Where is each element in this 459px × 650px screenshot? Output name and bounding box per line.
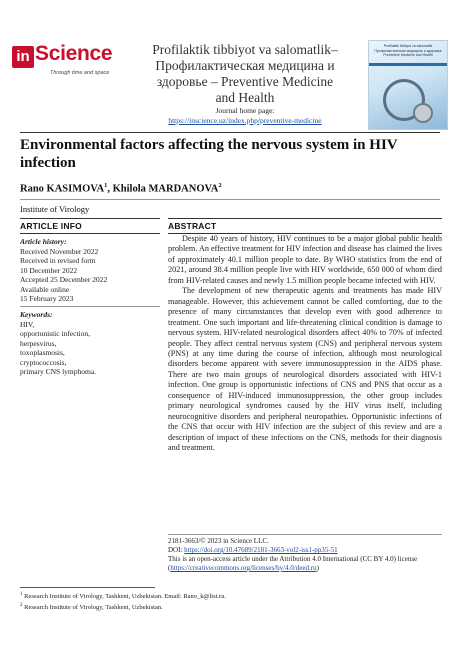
author-name: Rano KASIMOVA — [20, 183, 105, 195]
journal-home-link[interactable]: https://inscience.uz/index.php/preventive-medicine — [168, 116, 322, 125]
authors-divider — [20, 199, 440, 200]
abstract-paragraph: Despite 40 years of history, HIV continues to be a major global public health problem. An effective treatment for HIV infection and disease has claimed the lives of approximately 40.1 million people to date. By WHO statistics from the end of 2021, around 38.4 million people live with HIV worldwide, 650 000 of whom died from HIV-related causes and newly 1.5 million people became infected with HIV. — [168, 234, 442, 285]
keyword: cryptococcosis, — [20, 357, 67, 367]
abstract-heading: ABSTRACT — [168, 221, 217, 231]
history-line: Received November 2022 — [20, 246, 99, 256]
cover-caption: Profilaktik tibbiyot va salomatlik Профилактическая медицина и здоровье Preventive Medicine and Health — [374, 44, 442, 57]
keyword: toxoplasmosis, — [20, 348, 65, 357]
journal-title-line: здоровье – Preventive Medicine — [156, 74, 334, 89]
license-line — [168, 555, 444, 573]
keyword: primary CNS lymphoma. — [20, 367, 97, 376]
header-divider — [20, 132, 440, 133]
article-history-label: Article history: — [20, 237, 67, 246]
history-line: Accepted 25 December 2022 — [20, 275, 108, 284]
logo-science-text: Science — [35, 42, 113, 65]
license-link[interactable]: https://creativecommons.org/licenses/by/4.0/deed.ru — [170, 564, 317, 572]
article-info-heading: ARTICLE INFO — [20, 221, 82, 231]
journal-home — [125, 106, 365, 126]
history-line: 10 December 2022 — [20, 265, 78, 275]
abstract-top-rule — [168, 218, 442, 219]
journal-header — [0, 0, 459, 140]
license-text: This is an open-access article under the Attribution 4.0 International (CC BY 4.0) license ( — [168, 555, 418, 572]
inscience-logo — [12, 40, 117, 80]
journal-title-line: Профилактическая медицина и — [155, 58, 335, 73]
footnote-mark: 1 — [20, 592, 23, 597]
footnote — [20, 590, 226, 601]
keywords-label: Keywords: — [20, 310, 53, 319]
journal-title-line: Profilaktik tibbiyot va salomatlik– — [152, 42, 338, 57]
author-affiliation-mark: 2 — [218, 182, 222, 189]
journal-title — [125, 42, 365, 106]
issn-line: 2181-3663/© 2023 in Science LLC. — [168, 537, 269, 545]
keyword: HIV, — [20, 319, 35, 329]
keywords-divider — [20, 306, 160, 307]
footnote-text: Research Institute of Virology, Tashkent, Uzbekistan. — [22, 604, 163, 612]
footnote-rule — [20, 587, 155, 588]
doi-label: DOI: — [168, 546, 185, 554]
meta-divider — [168, 534, 442, 535]
article-info-bottom-rule — [20, 233, 160, 234]
stethoscope-head-icon — [413, 103, 433, 123]
footnote-text: Research Institute of Virology, Tashkent, Uzbekistan. Email: Rano_k@list.ru. — [22, 593, 227, 601]
institution: Institute of Virology — [20, 204, 90, 214]
history-line: Available online — [20, 284, 70, 294]
author-name: Khilola MARDANOVA — [112, 183, 219, 195]
abstract-paragraph: The development of new therapeutic agents and treatments has made HIV manageable. However, this achievement cannot be called comforting, due to the presence of many circumstances that develop even with good adherence to treatment. One such important and life-threatening clinical condition is damage to nervous system. HIV-related neurological disorders affect 40% to 70% of infected people. They affect central nervous system (CNS) and peripheral nervous system (PNS) at any time during the course of infection, although most neurological disorders become apparent with severe immunosuppression in the AIDS phase. There are two main groups of neurological disorders associated with HIV-1 infection. One group is opportunistic infections of CNS and PNS that occur as a consequence of HIV-induced immunosuppression, the other group includes primary neurological syndromes caused by the HIV virus itself, including neurocognitive disorders and peripheral neuropathies. Opportunistic infections of the CNS that occur with HIV infection are the subject of this review and are a description of impact of these infections on the CNS, methods for their diagnosis and treatment. — [168, 286, 442, 453]
history-line: Received in revised form — [20, 256, 96, 265]
footnotes — [20, 590, 226, 612]
keyword: opportunistic infection, — [20, 329, 90, 338]
journal-cover-image — [368, 40, 448, 130]
license-close: ) — [316, 564, 319, 572]
author-separator: , — [107, 183, 113, 195]
doi-link[interactable]: https://doi.org/10.47689/2181-3663-vol2-iss1-pp35-51 — [184, 546, 338, 554]
article-info-top-rule — [20, 218, 160, 219]
abstract-body — [168, 234, 442, 454]
cover-band — [369, 63, 447, 66]
journal-title-line: and Health — [215, 90, 275, 105]
keywords — [20, 310, 160, 377]
footnote-mark: 2 — [20, 603, 23, 609]
journal-home-label: Journal home page: — [215, 106, 275, 115]
article-title: Environmental factors affecting the nervous system in HIV infection — [20, 137, 398, 171]
history-line: 15 February 2023 — [20, 294, 74, 303]
article-meta — [168, 537, 444, 573]
logo-tagline: Through time and space — [50, 70, 110, 76]
author-affiliation-mark: 1 — [104, 182, 108, 189]
doi-line — [168, 546, 444, 555]
keyword: herpesvirus, — [20, 338, 57, 348]
footnote — [20, 601, 226, 612]
author-list — [20, 182, 222, 195]
logo-in-mark: in — [12, 46, 34, 68]
article-history — [20, 237, 160, 304]
